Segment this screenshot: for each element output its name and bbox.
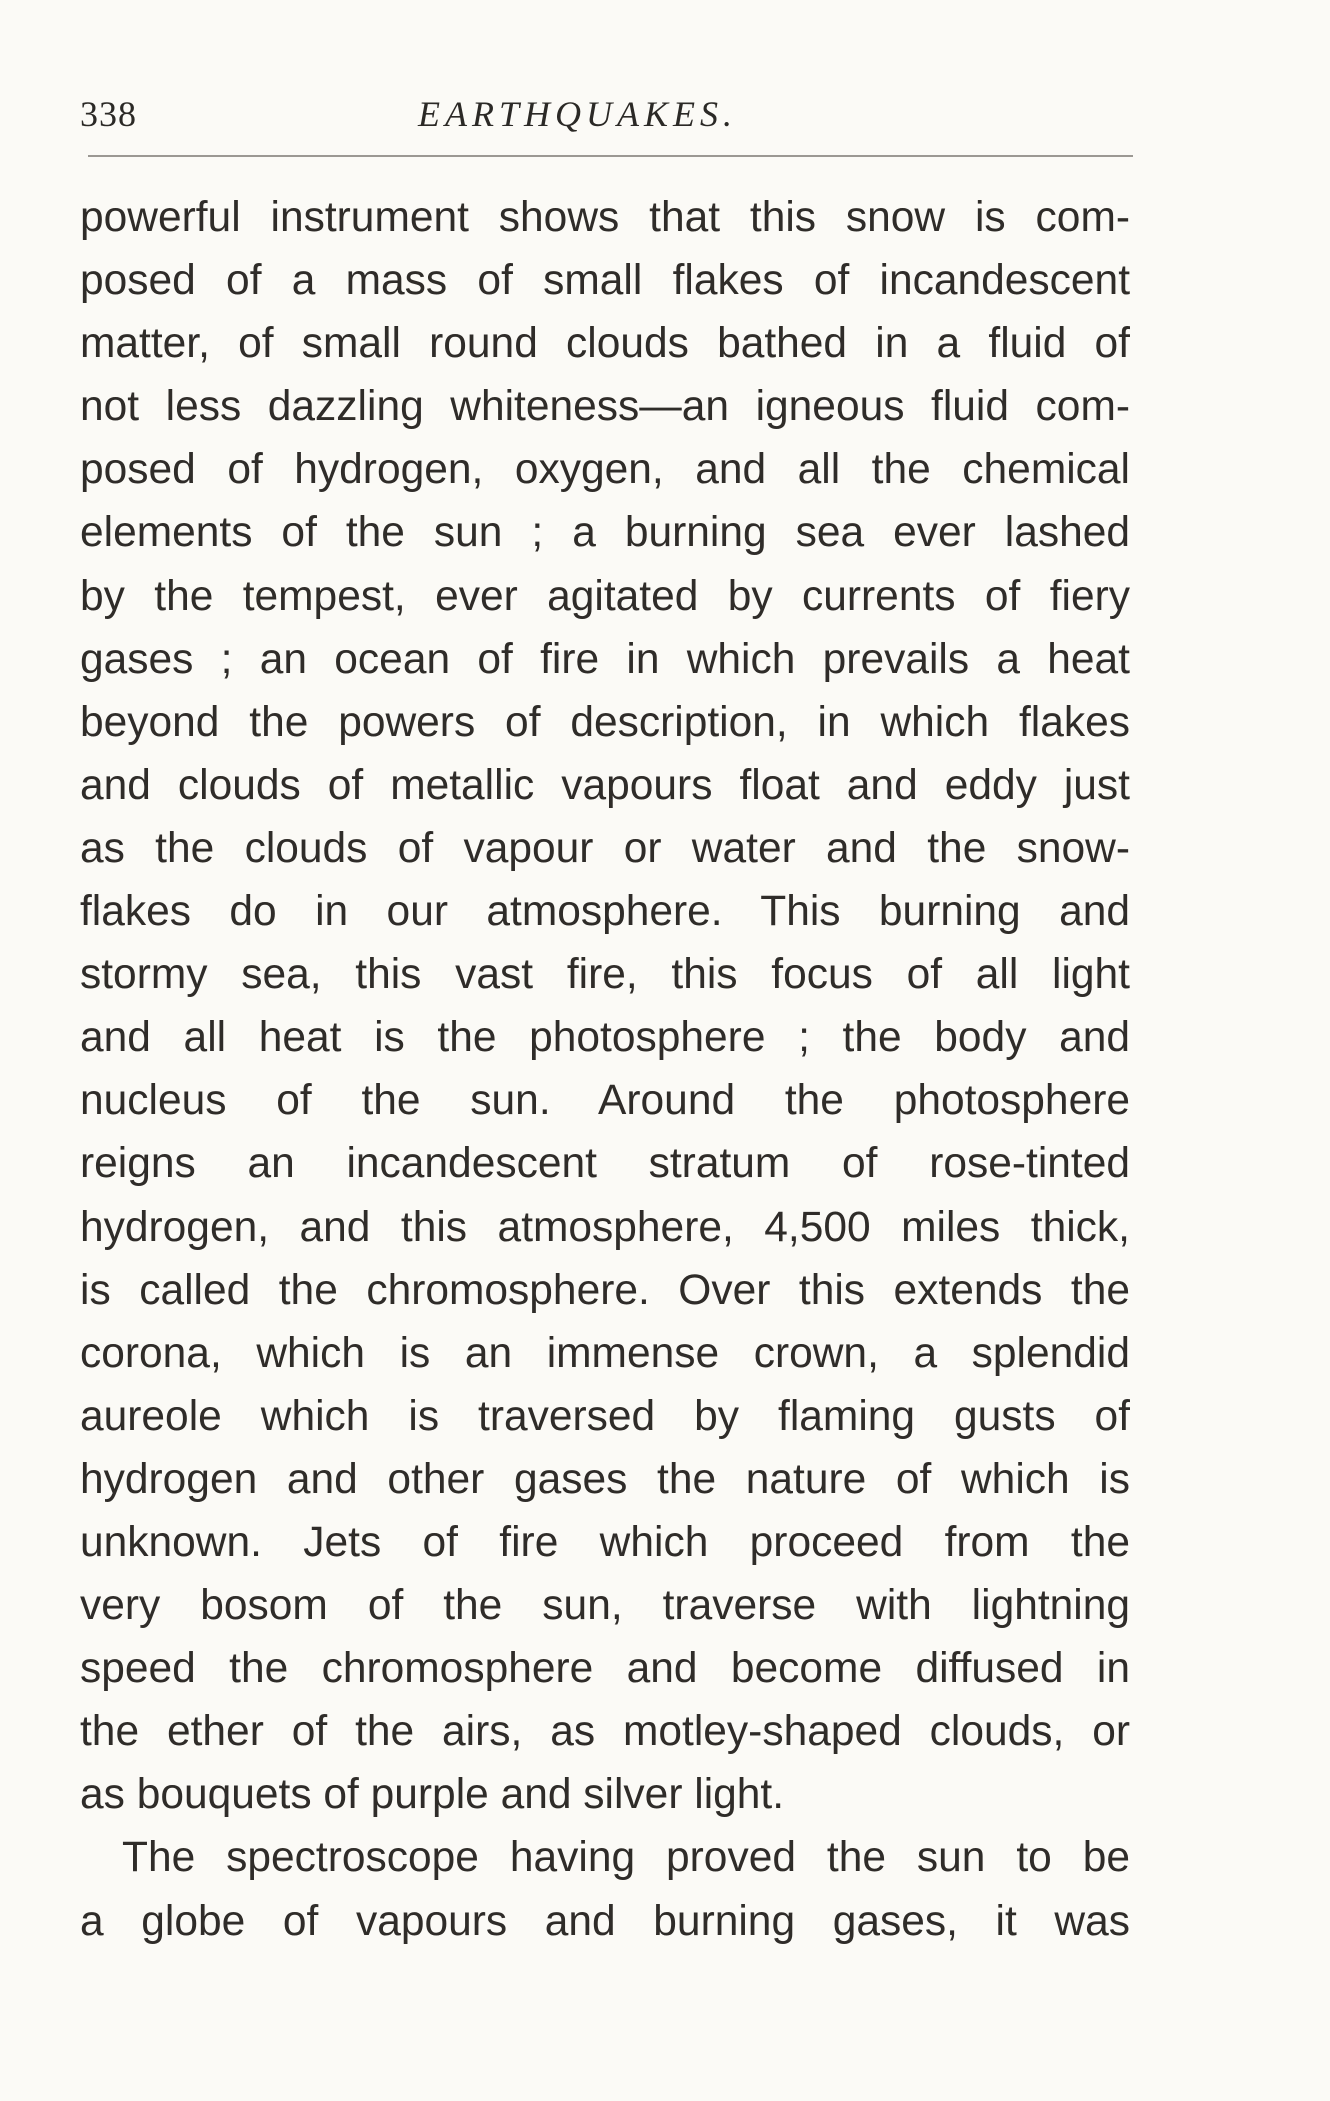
text-line: beyond the powers of description, in which flakes (80, 698, 1130, 746)
paragraph-end-line: as bouquets of purple and silver light. (80, 1771, 785, 1819)
text-line: and clouds of metallic vapours float and eddy just (80, 761, 1130, 809)
text-line: very bosom of the sun, traverse with lightning (80, 1582, 1130, 1630)
text-line: flakes do in our atmosphere. This burning and (80, 888, 1130, 936)
text-line: speed the chromosphere and become diffused in (80, 1645, 1130, 1693)
text-line: by the tempest, ever agitated by currents of fiery (80, 572, 1130, 620)
text-line: the ether of the airs, as motley-shaped clouds, or (80, 1708, 1130, 1756)
text-line: corona, which is an immense crown, a splendid (80, 1329, 1130, 1377)
text-line: hydrogen and other gases the nature of which is (80, 1455, 1130, 1503)
text-line: elements of the sun ; a burning sea ever lashed (80, 509, 1130, 557)
text-line: as the clouds of vapour or water and the snow- (80, 824, 1130, 872)
body-text (80, 186, 1130, 1953)
text-line: nucleus of the sun. Around the photosphere (80, 1077, 1130, 1125)
running-title: EARTHQUAKES. (418, 94, 737, 134)
paragraph-start-line: The spectroscope having proved the sun to be (122, 1834, 1130, 1882)
text-line: is called the chromosphere. Over this extends the (80, 1266, 1130, 1314)
text-line: not less dazzling whiteness—an igneous fluid com- (80, 383, 1130, 431)
text-line: unknown. Jets of fire which proceed from the (80, 1518, 1130, 1566)
running-head (80, 88, 1130, 140)
text-line: gases ; an ocean of fire in which prevails a heat (80, 635, 1130, 683)
text-line: matter, of small round clouds bathed in a fluid of (80, 320, 1130, 368)
header-rule (88, 155, 1133, 157)
text-line: hydrogen, and this atmosphere, 4,500 miles thick, (80, 1203, 1130, 1251)
text-line: powerful instrument shows that this snow is com- (80, 194, 1130, 241)
page-number: 338 (80, 94, 137, 134)
text-line: posed of a mass of small flakes of incandescent (80, 257, 1130, 305)
text-line: a globe of vapours and burning gases, it was (80, 1897, 1130, 1945)
text-line: reigns an incandescent stratum of rose-tinted (80, 1140, 1130, 1188)
text-line: and all heat is the photosphere ; the body and (80, 1014, 1130, 1062)
text-line: aureole which is traversed by flaming gusts of (80, 1392, 1130, 1440)
text-line: posed of hydrogen, oxygen, and all the chemical (80, 446, 1130, 494)
text-line: stormy sea, this vast fire, this focus of all light (80, 951, 1130, 999)
